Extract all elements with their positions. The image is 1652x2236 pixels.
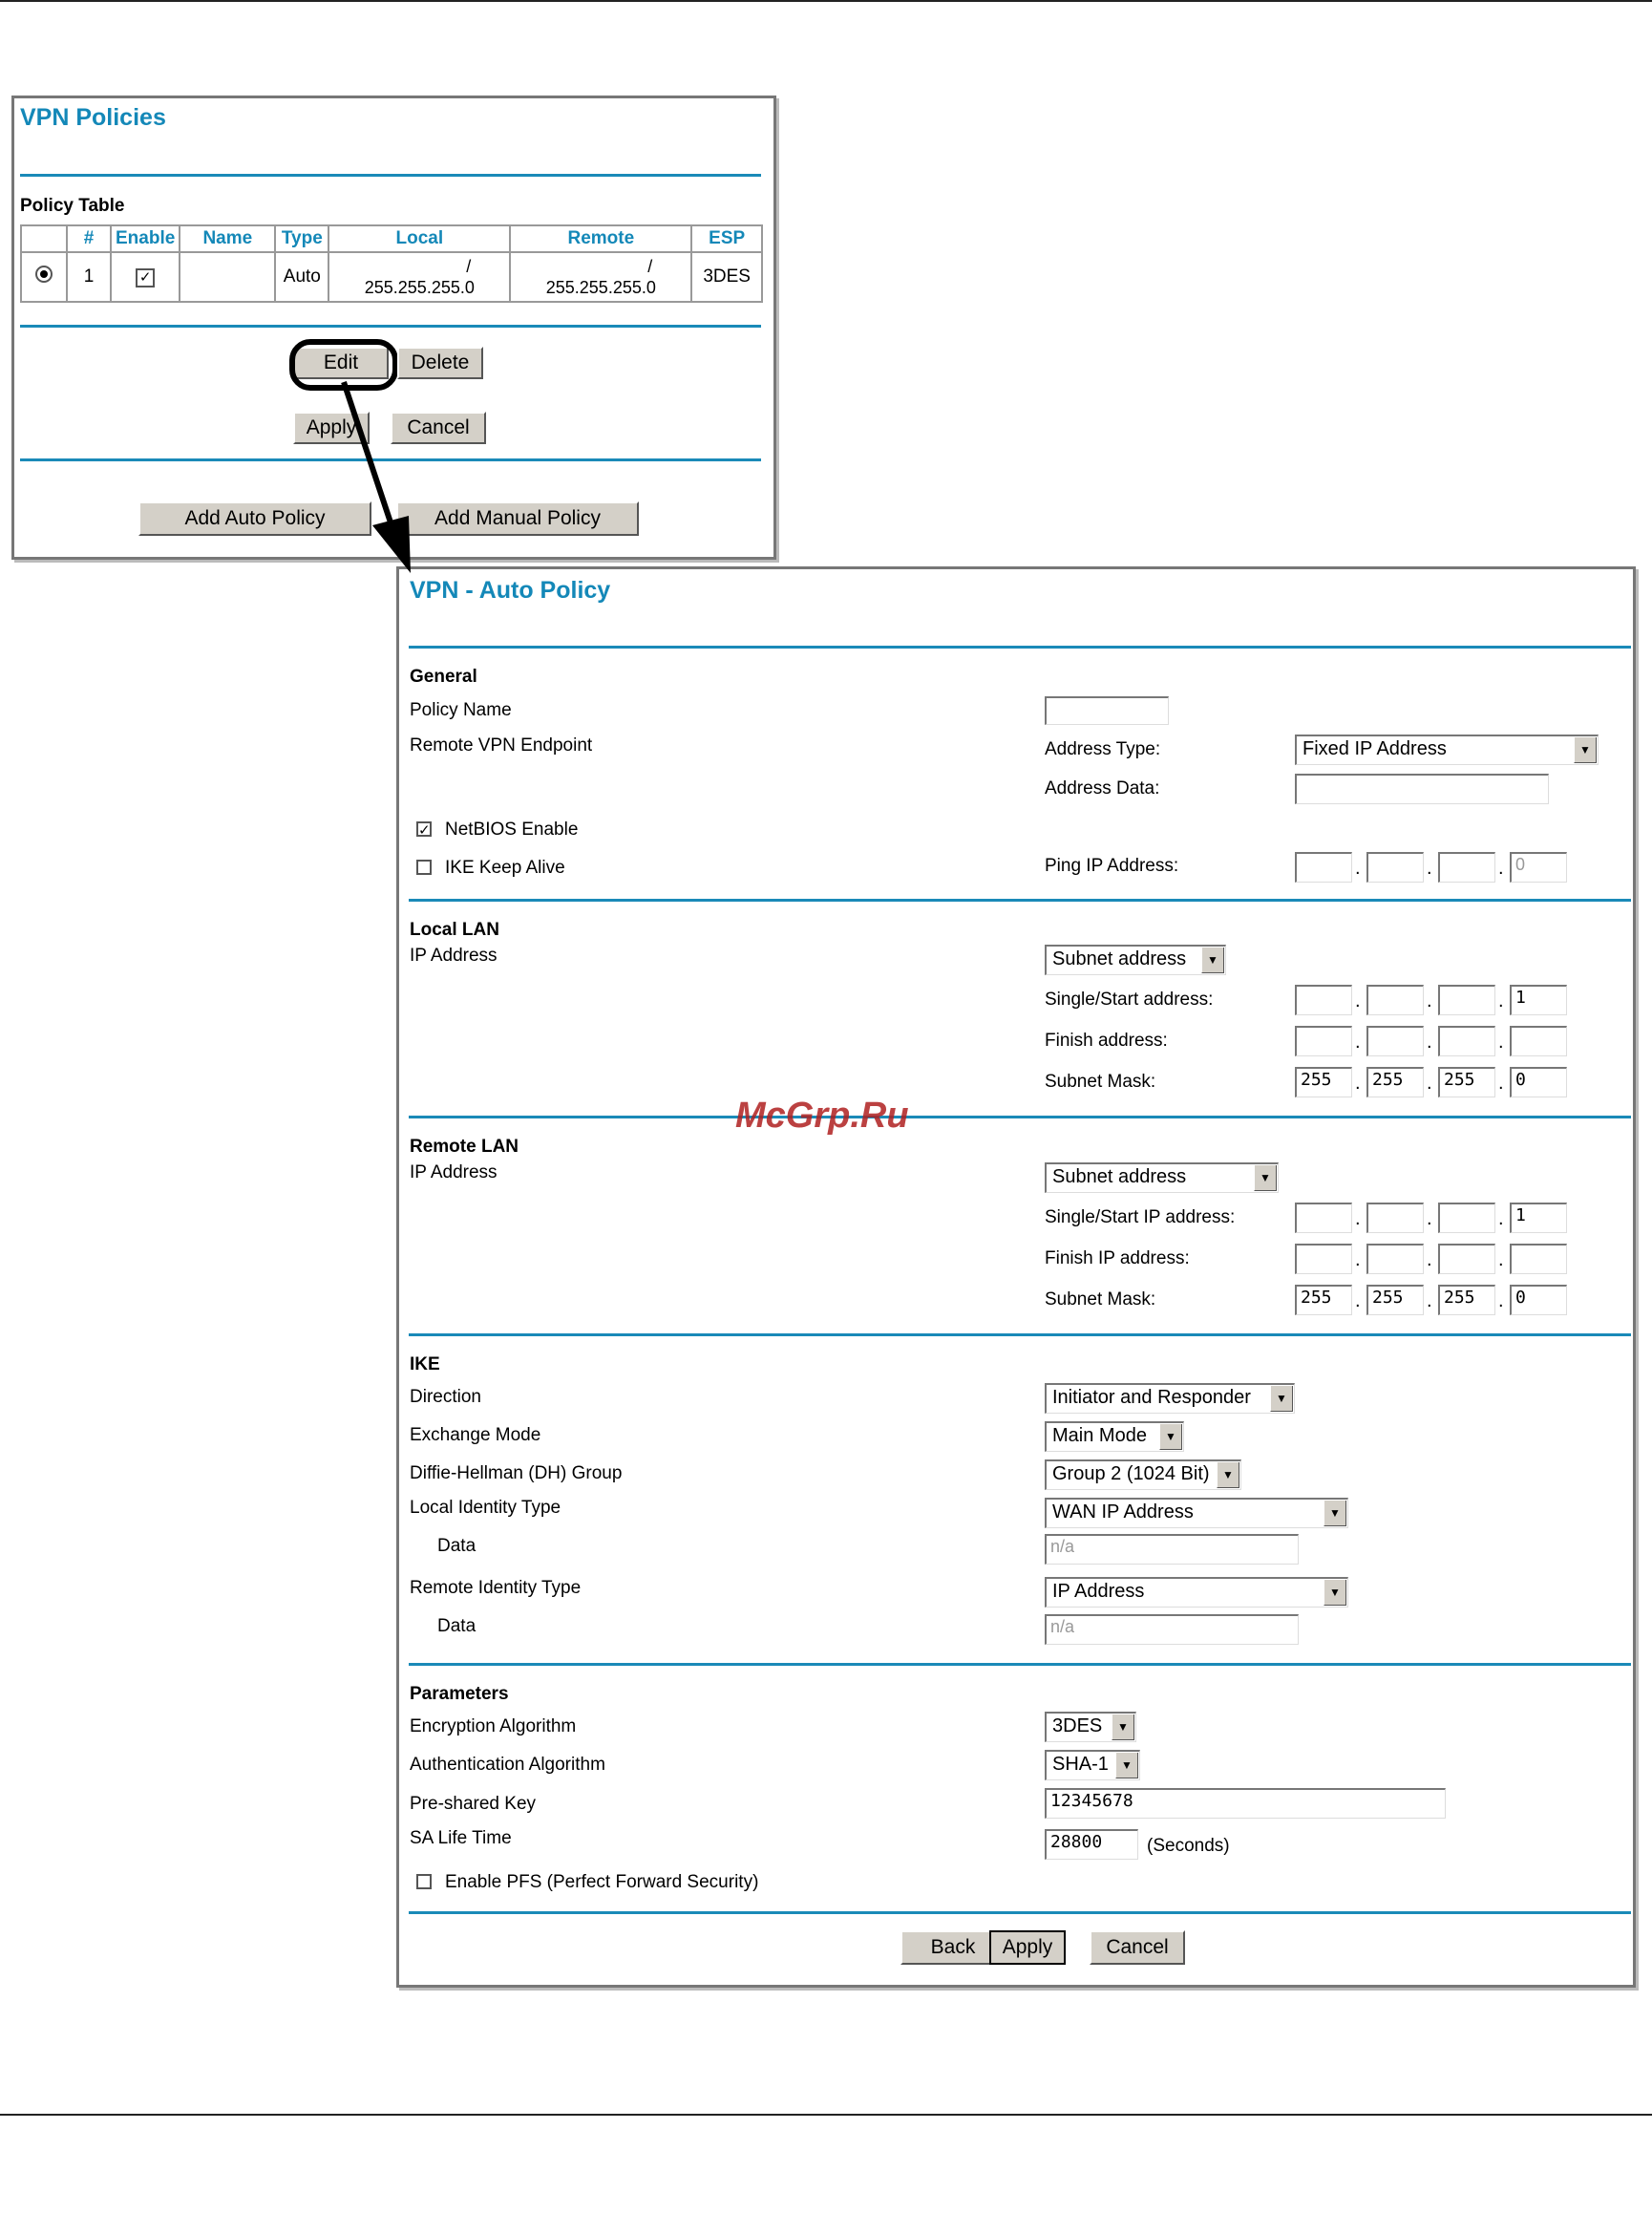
- dot-separator: .: [1498, 858, 1504, 879]
- col-name: Name: [180, 225, 275, 252]
- exchange-mode-label: Exchange Mode: [410, 1425, 541, 1445]
- local-mask-octet-3[interactable]: 255: [1438, 1067, 1495, 1097]
- edit-arrow-head: [372, 516, 411, 573]
- remote-identity-label: Remote Identity Type: [410, 1578, 582, 1598]
- dot-separator: .: [1355, 990, 1361, 1012]
- edit-arrow-line: [344, 382, 396, 540]
- col-local: Local: [328, 225, 510, 252]
- address-type-label: Address Type:: [1045, 739, 1161, 759]
- dot-separator: .: [1427, 990, 1432, 1012]
- row-remote-mask: 255.255.255.0: [545, 278, 656, 297]
- dot-separator: .: [1355, 1073, 1361, 1094]
- local-ip-type-value: Subnet address: [1052, 948, 1187, 969]
- dot-separator: .: [1427, 1208, 1432, 1229]
- local-start-octet-4[interactable]: 1: [1510, 985, 1567, 1015]
- dot-separator: .: [1427, 858, 1432, 879]
- remote-mask-octet-2[interactable]: 255: [1366, 1285, 1424, 1315]
- exchange-mode-value: Main Mode: [1052, 1425, 1147, 1446]
- page-title: VPN Policies: [20, 104, 166, 131]
- delete-button[interactable]: Delete: [397, 347, 483, 379]
- remote-lan-heading: Remote LAN: [410, 1137, 519, 1157]
- authentication-label: Authentication Algorithm: [410, 1755, 605, 1775]
- watermark: McGrp.Ru: [735, 1096, 909, 1136]
- cancel-button[interactable]: Cancel: [391, 412, 486, 444]
- local-mask-label: Subnet Mask:: [1045, 1072, 1156, 1092]
- chevron-down-icon[interactable]: ▼: [1574, 737, 1597, 763]
- local-identity-value: WAN IP Address: [1052, 1501, 1194, 1523]
- dh-group-value: Group 2 (1024 Bit): [1052, 1463, 1210, 1484]
- dot-separator: .: [1355, 1032, 1361, 1053]
- chevron-down-icon[interactable]: ▼: [1112, 1714, 1134, 1740]
- policy-name-label: Policy Name: [410, 700, 512, 720]
- remote-data-label: Data: [437, 1616, 477, 1636]
- local-identity-label: Local Identity Type: [410, 1498, 561, 1518]
- local-data-input[interactable]: n/a: [1045, 1534, 1299, 1565]
- col-number: #: [67, 225, 111, 252]
- add-auto-policy-button[interactable]: Add Auto Policy: [138, 501, 371, 536]
- direction-label: Direction: [410, 1387, 481, 1407]
- chevron-down-icon[interactable]: ▼: [1324, 1501, 1346, 1526]
- ike-keepalive-label: IKE Keep Alive: [445, 858, 565, 878]
- row-local-top: /: [466, 257, 472, 276]
- netbios-checkbox[interactable]: ✓: [418, 822, 431, 839]
- remote-mask-octet-1[interactable]: 255: [1295, 1285, 1352, 1315]
- parameters-heading: Parameters: [410, 1684, 509, 1704]
- dot-separator: .: [1498, 1208, 1504, 1229]
- back-button[interactable]: Back: [900, 1930, 1006, 1965]
- chevron-down-icon[interactable]: ▼: [1254, 1165, 1277, 1191]
- row-type: Auto: [275, 252, 328, 302]
- encryption-label: Encryption Algorithm: [410, 1716, 577, 1736]
- local-start-label: Single/Start address:: [1045, 990, 1214, 1010]
- remote-data-input[interactable]: n/a: [1045, 1614, 1299, 1645]
- chevron-down-icon[interactable]: ▼: [1159, 1424, 1182, 1450]
- authentication-value: SHA-1: [1052, 1754, 1109, 1775]
- remote-start-label: Single/Start IP address:: [1045, 1207, 1236, 1227]
- sa-lifetime-unit: (Seconds): [1147, 1836, 1230, 1856]
- local-mask-octet-1[interactable]: 255: [1295, 1067, 1352, 1097]
- dot-separator: .: [1498, 990, 1504, 1012]
- local-data-label: Data: [437, 1536, 477, 1556]
- col-enable: Enable: [111, 225, 180, 252]
- remote-mask-label: Subnet Mask:: [1045, 1289, 1156, 1310]
- dot-separator: .: [1427, 1032, 1432, 1053]
- remote-identity-value: IP Address: [1052, 1581, 1145, 1602]
- ping-ip-label: Ping IP Address:: [1045, 856, 1179, 876]
- cancel-policy-button[interactable]: Cancel: [1090, 1930, 1185, 1965]
- row-remote-top: /: [647, 257, 653, 276]
- remote-finish-label: Finish IP address:: [1045, 1248, 1190, 1268]
- chevron-down-icon[interactable]: ▼: [1115, 1753, 1138, 1778]
- sa-lifetime-input[interactable]: 28800: [1045, 1829, 1138, 1860]
- ike-heading: IKE: [410, 1354, 440, 1374]
- local-mask-octet-4[interactable]: 0: [1510, 1067, 1567, 1097]
- address-type-value: Fixed IP Address: [1303, 738, 1447, 759]
- local-lan-heading: Local LAN: [410, 920, 499, 940]
- local-mask-octet-2[interactable]: 255: [1366, 1067, 1424, 1097]
- sa-lifetime-label: SA Life Time: [410, 1828, 512, 1848]
- remote-mask-octet-3[interactable]: 255: [1438, 1285, 1495, 1315]
- remote-ip-label: IP Address: [410, 1162, 498, 1182]
- psk-input[interactable]: 12345678: [1045, 1788, 1446, 1819]
- dot-separator: .: [1355, 1208, 1361, 1229]
- row-local-mask: 255.255.255.0: [364, 278, 475, 297]
- row-number: 1: [67, 252, 111, 302]
- local-ip-label: IP Address: [410, 946, 498, 966]
- remote-start-octet-4[interactable]: 1: [1510, 1203, 1567, 1233]
- dot-separator: .: [1427, 1073, 1432, 1094]
- auto-policy-title: VPN - Auto Policy: [410, 577, 611, 604]
- col-remote: Remote: [510, 225, 691, 252]
- policy-table-label: Policy Table: [20, 196, 125, 216]
- dot-separator: .: [1498, 1073, 1504, 1094]
- chevron-down-icon[interactable]: ▼: [1324, 1580, 1346, 1606]
- remote-mask-octet-4[interactable]: 0: [1510, 1285, 1567, 1315]
- dh-group-label: Diffie-Hellman (DH) Group: [410, 1463, 623, 1483]
- chevron-down-icon[interactable]: ▼: [1270, 1386, 1293, 1412]
- local-finish-label: Finish address:: [1045, 1031, 1168, 1051]
- checkbox-checked-icon[interactable]: ✓: [136, 268, 155, 287]
- direction-value: Initiator and Responder: [1052, 1387, 1251, 1408]
- apply-policy-button[interactable]: Apply: [989, 1930, 1066, 1965]
- remote-ip-type-value: Subnet address: [1052, 1166, 1187, 1187]
- dot-separator: .: [1498, 1290, 1504, 1311]
- psk-label: Pre-shared Key: [410, 1794, 537, 1814]
- col-esp: ESP: [691, 225, 762, 252]
- dot-separator: .: [1355, 1290, 1361, 1311]
- general-heading: General: [410, 667, 477, 687]
- dot-separator: .: [1498, 1032, 1504, 1053]
- row-esp: 3DES: [691, 252, 762, 302]
- col-type: Type: [275, 225, 328, 252]
- dot-separator: .: [1498, 1249, 1504, 1270]
- chevron-down-icon[interactable]: ▼: [1201, 948, 1224, 973]
- dot-separator: .: [1355, 858, 1361, 879]
- encryption-value: 3DES: [1052, 1715, 1103, 1736]
- remote-endpoint-label: Remote VPN Endpoint: [410, 735, 593, 756]
- add-manual-policy-button[interactable]: Add Manual Policy: [396, 501, 639, 536]
- address-data-label: Address Data:: [1045, 778, 1160, 799]
- ping-ip-octet-4[interactable]: 0: [1510, 852, 1567, 883]
- dot-separator: .: [1355, 1249, 1361, 1270]
- netbios-label: NetBIOS Enable: [445, 820, 579, 840]
- dot-separator: .: [1427, 1249, 1432, 1270]
- apply-button[interactable]: Apply: [293, 412, 370, 444]
- chevron-down-icon[interactable]: ▼: [1217, 1462, 1239, 1488]
- pfs-label: Enable PFS (Perfect Forward Security): [445, 1872, 759, 1892]
- dot-separator: .: [1427, 1290, 1432, 1311]
- edit-button[interactable]: Edit: [293, 347, 389, 379]
